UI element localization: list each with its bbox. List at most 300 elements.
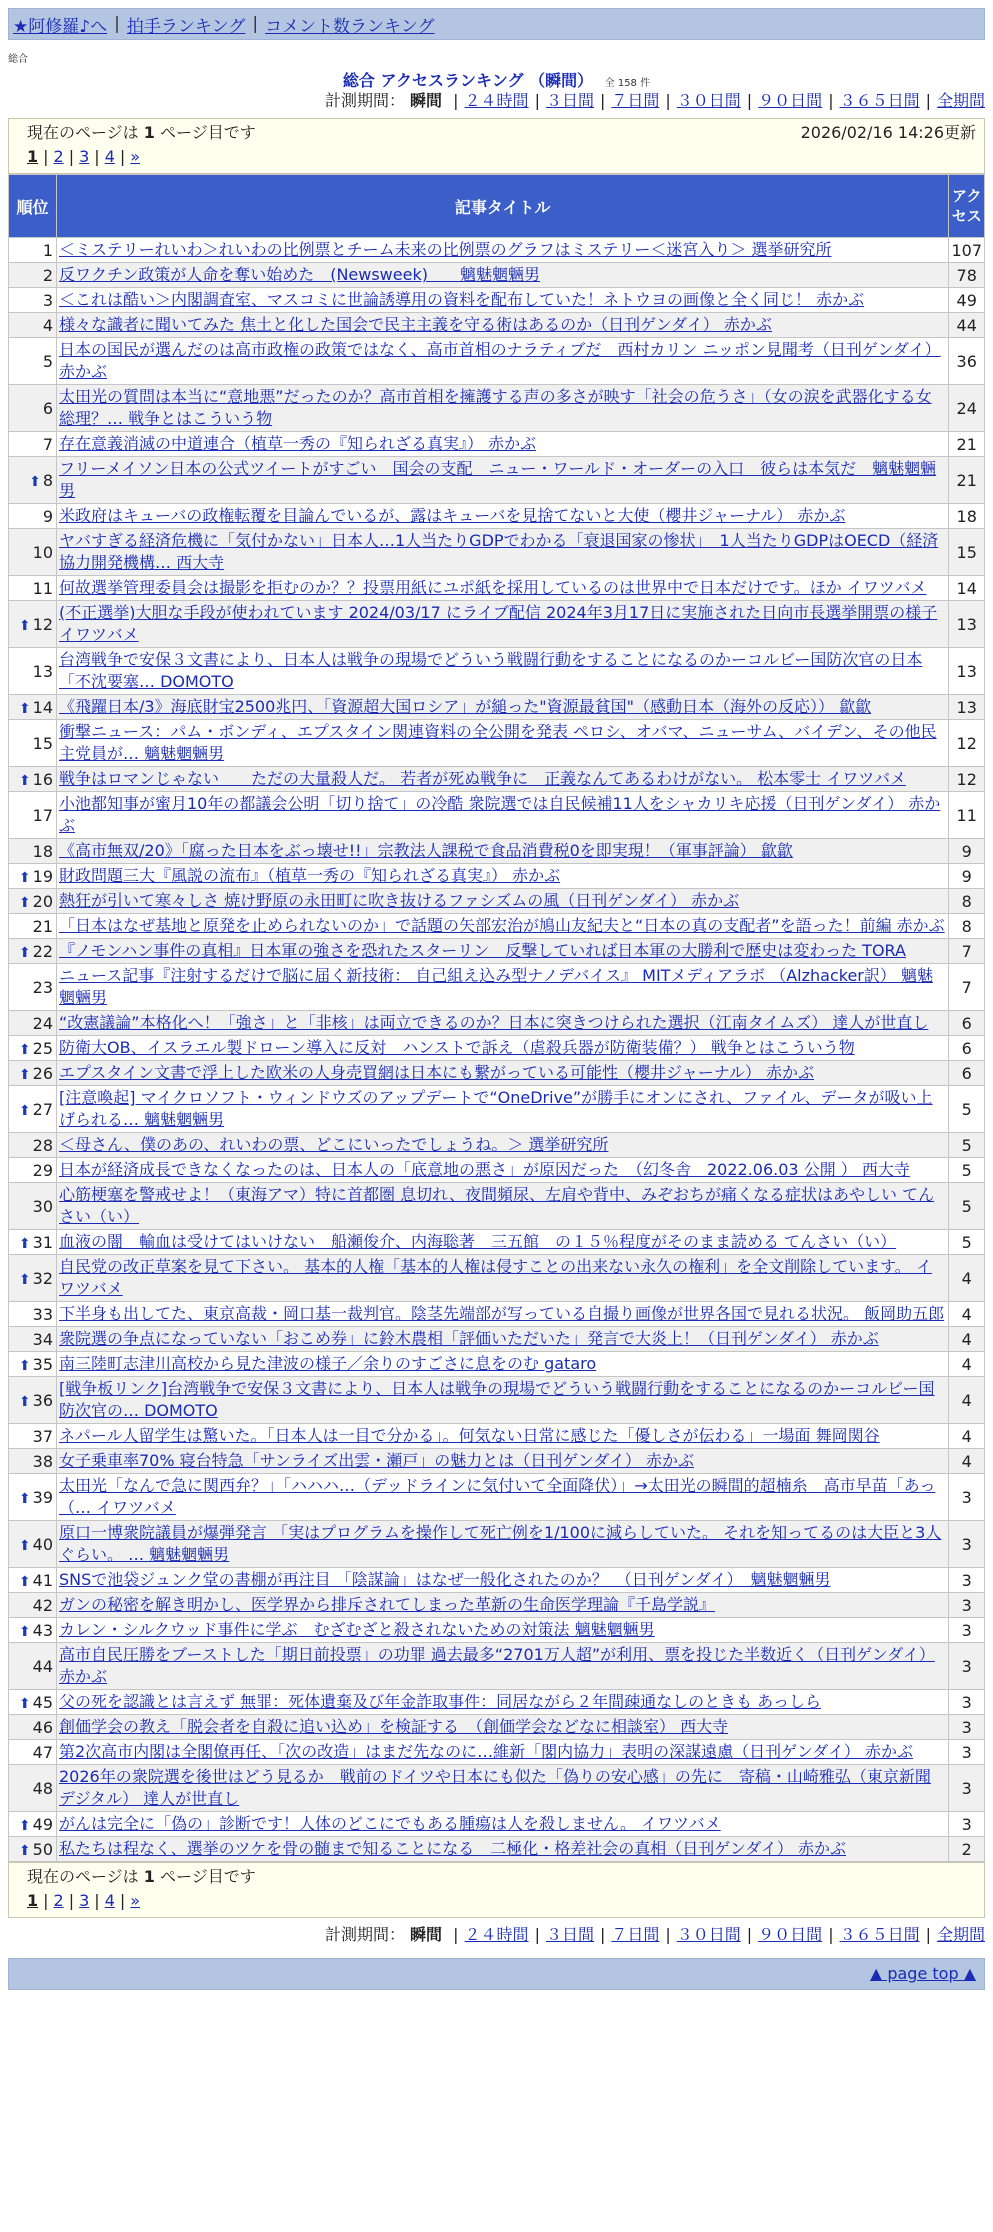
table-row	[9, 1593, 984, 1617]
period-label: 計測期間：	[324, 1925, 405, 1944]
access-count: 3	[949, 1740, 984, 1764]
up-arrow-icon: ⬆	[18, 1271, 31, 1288]
rank-cell	[9, 1352, 56, 1376]
article-title-link[interactable]: [注意喚起] マイクロソフト・ウィンドウズのアップデートで“OneDrive”が勝手にオンにされ、ファイル、データが吸い上げられる… 魑魅魍魎男	[59, 1088, 933, 1129]
rank-number: 14	[32, 697, 53, 717]
period-selector-bottom	[0, 1924, 985, 1946]
period-current: 瞬間	[410, 91, 443, 110]
access-count: 5	[949, 1230, 984, 1254]
table-row	[9, 1133, 984, 1157]
article-title-link[interactable]: 父の死を認識とは言えず 無罪：死体遺棄及び年金詐取事件：同居ながら２年間疎通なしのときも あっしら	[59, 1692, 822, 1711]
rank-number: 16	[32, 769, 53, 789]
rank-cell	[9, 1715, 56, 1739]
article-title-link[interactable]: 「日本はなぜ基地と原発を止められないのか」で話題の矢部宏治が鳩山友紀夫と“日本の真の支配者”を語った！前編 赤かぶ	[59, 916, 945, 935]
title-cell	[57, 889, 948, 913]
rank-cell	[9, 1255, 56, 1301]
table-row	[9, 1449, 984, 1473]
title-cell	[57, 457, 948, 503]
title-cell	[57, 1255, 948, 1301]
ranking-title: 総合 アクセスランキング （瞬間）	[342, 71, 594, 90]
access-count: 15	[949, 529, 984, 575]
access-count: 6	[949, 1036, 984, 1060]
article-title-link[interactable]: ＜これは酷い＞内閣調査室、マスコミに世論誘導用の資料を配布していた！ネトウヨの画像と全く同じ！ 赤かぶ	[59, 290, 865, 309]
access-count: 107	[949, 238, 984, 262]
access-count: 5	[949, 1183, 984, 1229]
up-arrow-icon: ⬆	[18, 1235, 31, 1252]
up-arrow-icon: ⬆	[18, 617, 31, 634]
table-row	[9, 263, 984, 287]
title-cell	[57, 313, 948, 337]
rank-cell	[9, 720, 56, 766]
table-row	[9, 1690, 984, 1714]
rank-number: 24	[32, 1013, 53, 1033]
current-page-text: 現在のページは 1 ページ目です	[27, 123, 256, 142]
table-row	[9, 1837, 984, 1861]
header-access: アク セス	[949, 175, 984, 237]
title-cell	[57, 1765, 948, 1811]
page-link[interactable]: 3	[79, 147, 90, 166]
table-row	[9, 964, 984, 1010]
table-row	[9, 1474, 984, 1520]
article-title-link[interactable]: ニュース記事『注射するだけで脳に届く新技術： 自己組え込み型ナノデバイス』 MITメディアラボ （Alzhacker訳） 魑魅魍魎男	[59, 966, 933, 1007]
period-option-link[interactable]: ３日間	[545, 1925, 594, 1944]
access-count: 13	[949, 601, 984, 647]
up-arrow-icon: ⬆	[18, 1817, 31, 1834]
article-title-link[interactable]: 南三陸町志津川高校から見た津波の様子／余りのすごさに息をのむ gataro	[59, 1354, 597, 1373]
clap-ranking-link[interactable]: 拍手ランキング	[126, 16, 246, 37]
article-title-link[interactable]: SNSで池袋ジュンク堂の書棚が再注目 「陰謀論」はなぜ一般化されたのか？ （日刊ゲンダイ） 魑魅魍魎男	[59, 1570, 831, 1589]
rank-number: 11	[32, 578, 53, 598]
period-option-link[interactable]: ２４時間	[464, 91, 529, 110]
period-option-link[interactable]: ７日間	[611, 1925, 660, 1944]
title-cell	[57, 1011, 948, 1035]
table-row	[9, 1377, 984, 1423]
comment-ranking-link[interactable]: コメント数ランキング	[265, 16, 435, 37]
period-selector-top	[0, 90, 985, 112]
access-count: 3	[949, 1593, 984, 1617]
period-option-link[interactable]: ３日間	[545, 91, 594, 110]
top-nav-bar	[8, 8, 985, 40]
table-row	[9, 1521, 984, 1567]
access-count: 3	[949, 1690, 984, 1714]
rank-cell	[9, 1302, 56, 1326]
access-count: 3	[949, 1521, 984, 1567]
rank-cell	[9, 792, 56, 838]
up-arrow-icon: ⬆	[29, 473, 41, 490]
table-row	[9, 695, 984, 719]
rank-number: 43	[32, 1620, 53, 1640]
table-row	[9, 1302, 984, 1326]
up-arrow-icon: ⬆	[18, 944, 31, 961]
title-cell	[57, 695, 948, 719]
rank-cell	[9, 1377, 56, 1423]
article-title-link[interactable]: フリーメイソン日本の公式ツイートがすごい 国会の支配 ニュー・ワールド・オーダーの入口 彼らは本気だ 魑魅魍魎男	[59, 459, 937, 500]
access-count: 5	[949, 1133, 984, 1157]
article-title-link[interactable]: エプスタイン文書で浮上した欧米の人身売買網は日本にも繋がっている可能性（櫻井ジャーナル） 赤かぶ	[59, 1063, 815, 1082]
period-option-link[interactable]: 全期間	[936, 1925, 985, 1944]
article-title-link[interactable]: [戦争板リンク]台湾戦争で安保３文書により、日本人は戦争の現場でどういう戦闘行動をすることになるのかーコルビー国防次官の… DOMOTO	[59, 1379, 935, 1420]
article-title-link[interactable]: 2026年の衆院選を後世はどう見るか 戦前のドイツや日本にも似た「偽りの安心感」の先に 寄稿・山崎雅弘（東京新聞デジタル） 達人が世直し	[59, 1767, 931, 1808]
title-cell	[57, 1568, 948, 1592]
rank-cell	[9, 385, 56, 431]
rank-cell	[9, 939, 56, 963]
title-cell	[57, 1158, 948, 1182]
rank-cell	[9, 964, 56, 1010]
period-option-link[interactable]: ７日間	[611, 91, 660, 110]
rank-cell	[9, 1474, 56, 1520]
title-cell	[57, 1327, 948, 1351]
title-cell	[57, 504, 948, 528]
article-title-link[interactable]: ＜母さん、僕のあの、れいわの票、どこにいったでしょうね。＞ 選挙研究所	[59, 1135, 609, 1154]
period-option-link[interactable]: ３０日間	[676, 1925, 741, 1944]
rank-cell	[9, 864, 56, 888]
rank-cell	[9, 767, 56, 791]
header-rank: 順位	[9, 175, 56, 237]
pagination-top	[8, 145, 985, 174]
article-title-link[interactable]: 小池都知事が蜜月10年の都議会公明「切り捨て」の冷酷 衆院選では自民候補11人をシャカリキ応援（日刊ゲンダイ） 赤かぶ	[59, 794, 941, 835]
access-count: 4	[949, 1255, 984, 1301]
rank-cell	[9, 1133, 56, 1157]
table-row	[9, 504, 984, 528]
table-row	[9, 1643, 984, 1689]
period-option-link[interactable]: ３６５日間	[839, 1925, 920, 1944]
article-title-link[interactable]: カレン・シルクウッド事件に学ぶ むざむざと殺されないための対策法 魑魅魍魎男	[59, 1620, 655, 1639]
article-title-link[interactable]: 『ノモンハン事件の真相』日本軍の強さを恐れたスターリン 反撃していれば日本軍の大勝利で歴史は変わった TORA	[59, 941, 906, 960]
table-row	[9, 288, 984, 312]
table-header-row	[9, 175, 984, 237]
rank-cell	[9, 1593, 56, 1617]
page-link[interactable]: 2	[53, 1891, 64, 1910]
article-title-link[interactable]: 血液の闇 輸血は受けてはいけない 船瀬俊介、内海聡著 三五館 の１５％程度がそのまま読める てんさい（い）	[59, 1232, 897, 1251]
access-count: 21	[949, 432, 984, 456]
rank-number: 42	[32, 1595, 53, 1615]
access-count: 3	[949, 1618, 984, 1642]
article-title-link[interactable]: ヤバすぎる経済危機に「気付かない」日本人…1人当たりGDPでわかる「衰退国家の惨状」 1人当たりGDPはOECD（経済協力開発機構… 西大寺	[59, 531, 939, 572]
access-count: 9	[949, 864, 984, 888]
rank-number: 37	[32, 1426, 53, 1446]
page-next-link[interactable]: »	[130, 1891, 141, 1910]
access-count: 11	[949, 792, 984, 838]
page-separator: |	[68, 1891, 75, 1910]
rank-number: 35	[32, 1354, 53, 1374]
article-title-link[interactable]: ネパール人留学生は驚いた。「日本人は一目で分かる」。何気ない日常に感じた「優しさが伝わる」一場面 舞岡関谷	[59, 1426, 880, 1445]
header-title: 記事タイトル	[57, 175, 948, 237]
table-row	[9, 792, 984, 838]
rank-number: 9	[42, 506, 53, 526]
rank-cell	[9, 529, 56, 575]
up-arrow-icon: ⬆	[18, 894, 31, 911]
title-cell	[57, 1352, 948, 1376]
article-title-link[interactable]: 日本が経済成長できなくなったのは、日本人の「底意地の悪さ」が原因だった （幻冬舎 2022.06.03 公開 ） 西大寺	[59, 1160, 910, 1179]
period-separator: |	[828, 91, 834, 110]
table-row	[9, 385, 984, 431]
article-title-link[interactable]: 女子乗車率70% 寝台特急「サンライズ出雲・瀬戸」の魅力とは（日刊ゲンダイ） 赤かぶ	[59, 1451, 695, 1470]
title-cell	[57, 864, 948, 888]
period-option-link[interactable]: ９０日間	[758, 1925, 823, 1944]
title-cell	[57, 1837, 948, 1861]
page-separator: |	[43, 147, 49, 166]
access-count: 3	[949, 1765, 984, 1811]
title-cell	[57, 839, 948, 863]
table-row	[9, 1568, 984, 1592]
ranking-panel	[8, 118, 985, 1918]
article-title-link[interactable]: 財政問題三大『風説の流布』（植草一秀の『知られざる真実』） 赤かぶ	[59, 866, 561, 885]
table-row	[9, 1618, 984, 1642]
rank-cell	[9, 1740, 56, 1764]
title-cell	[57, 1302, 948, 1326]
table-row	[9, 432, 984, 456]
title-cell	[57, 648, 948, 694]
article-title-link[interactable]: 熱狂が引いて寒々しさ 焼け野原の永田町に吹き抜けるファシズムの風（日刊ゲンダイ） 赤かぶ	[59, 891, 740, 910]
period-separator: |	[453, 1925, 459, 1944]
article-title-link[interactable]: 下半身も出してた、東京高裁・岡口基一裁判官。陰茎先端部が写っている自撮り画像が世界各国で見れる状況。 飯岡助五郎	[59, 1304, 945, 1323]
access-count: 18	[949, 504, 984, 528]
article-title-link[interactable]: がんは完全に「偽の」診断です！人体のどこにでもある腫瘍は人を殺しません。 イワツバメ	[59, 1814, 721, 1833]
page-next-link[interactable]: »	[130, 147, 141, 166]
title-cell	[57, 1061, 948, 1085]
access-count: 21	[949, 457, 984, 503]
up-arrow-icon: ⬆	[18, 1490, 31, 1507]
page-top-link[interactable]: ▲ page top ▲	[869, 1964, 976, 1983]
period-option-link[interactable]: ２４時間	[464, 1925, 529, 1944]
table-row	[9, 1011, 984, 1035]
table-row	[9, 1255, 984, 1301]
status-bar	[8, 118, 985, 145]
access-count: 4	[949, 1377, 984, 1423]
rank-number: 13	[32, 661, 53, 681]
access-count: 6	[949, 1061, 984, 1085]
period-separator: |	[453, 91, 459, 110]
title-cell	[57, 1690, 948, 1714]
period-separator: |	[534, 91, 540, 110]
period-separator: |	[925, 1925, 931, 1944]
rank-number: 32	[32, 1268, 53, 1288]
rank-number: 8	[42, 470, 53, 490]
pagination-bottom	[8, 1889, 985, 1918]
page-separator: |	[43, 1891, 49, 1910]
article-title-link[interactable]: 反ワクチン政策が人命を奪い始めた (Newsweek) 魑魅魍魎男	[59, 265, 540, 284]
period-separator: |	[599, 1925, 606, 1944]
rank-cell	[9, 504, 56, 528]
rank-cell	[9, 889, 56, 913]
article-title-link[interactable]: 第2次高市内閣は全閣僚再任、「次の改造」はまだ先なのに…維新「閣内協力」表明の深謀遠慮（日刊ゲンダイ） 赤かぶ	[59, 1742, 913, 1761]
table-row	[9, 720, 984, 766]
rank-number: 15	[32, 733, 53, 753]
rank-number: 46	[32, 1717, 53, 1737]
table-row	[9, 1158, 984, 1182]
period-options	[447, 91, 985, 110]
title-cell	[57, 1377, 948, 1423]
rank-cell	[9, 432, 56, 456]
rank-number: 19	[32, 866, 53, 886]
page-current: 1	[27, 147, 39, 166]
nav-separator: |	[252, 14, 259, 34]
article-title-link[interactable]: 原口一博衆院議員が爆弾発言 「実はプログラムを操作して死亡例を1/100に減らしていた。 それを知ってるのは大臣と3人ぐらい。 … 魑魅魍魎男	[59, 1523, 942, 1564]
rank-cell	[9, 1158, 56, 1182]
access-count: 13	[949, 695, 984, 719]
rank-number: 25	[32, 1038, 53, 1058]
period-option-link[interactable]: ３０日間	[676, 91, 741, 110]
article-title-link[interactable]: (不正選挙)大胆な手段が使われています 2024/03/17 にライブ配信 2024年3月17日に実施された日向市長選挙開票の様子 イワツバメ	[59, 603, 938, 644]
table-row	[9, 1086, 984, 1132]
ranking-table	[8, 174, 985, 1862]
access-count: 7	[949, 964, 984, 1010]
article-title-link[interactable]: 《高市無双/20》「腐った日本をぶっ壊せ!!」宗教法人課税で食品消費税0を即実現！（軍事評論） 歙歙	[59, 841, 793, 860]
rank-cell	[9, 1036, 56, 1060]
table-row	[9, 1765, 984, 1811]
table-row	[9, 939, 984, 963]
up-arrow-icon: ⬆	[18, 1623, 31, 1640]
article-title-link[interactable]: 台湾戦争で安保３文書により、日本人は戦争の現場でどういう戦闘行動をすることになるのかーコルビー国防次官の日本「不沈要塞… DOMOTO	[59, 650, 923, 691]
article-title-link[interactable]: 戦争はロマンじゃない ただの大量殺人だ。 若者が死ぬ戦争に 正義なんてあるわけがない。 松本零士 イワツバメ	[59, 769, 906, 788]
rank-number: 48	[32, 1778, 53, 1798]
table-row	[9, 338, 984, 384]
article-title-link[interactable]: 防衛大OB、イスラエル製ドローン導入に反対 ハンストで訴え（虐殺兵器が防衛装備？） 戦争とはこういう物	[59, 1038, 855, 1057]
period-separator: |	[665, 1925, 671, 1944]
title-cell	[57, 338, 948, 384]
rank-number: 21	[32, 916, 53, 936]
rank-cell	[9, 1327, 56, 1351]
article-title-link[interactable]: 《飛躍日本/3》海底財宝2500兆円、「資源超大国ロシア」が縋った"資源最貧国"（感動日本（海外の反応）） 歙歙	[59, 697, 872, 716]
rank-cell	[9, 576, 56, 600]
rank-number: 41	[32, 1570, 53, 1590]
table-row	[9, 457, 984, 503]
access-count: 3	[949, 1812, 984, 1836]
access-count: 2	[949, 1837, 984, 1861]
table-row	[9, 576, 984, 600]
article-title-link[interactable]: “改憲議論”本格化へ！「強さ」と「非核」は両立できるのか？日本に突きつけられた選択（江南タイムズ） 達人が世直し	[59, 1013, 929, 1032]
page-separator: |	[68, 147, 75, 166]
item-count: 全 158 件	[604, 78, 651, 89]
table-row	[9, 839, 984, 863]
rank-number: 34	[32, 1329, 53, 1349]
rank-cell	[9, 1061, 56, 1085]
access-count: 7	[949, 939, 984, 963]
page-title	[0, 68, 993, 90]
title-cell	[57, 601, 948, 647]
period-label: 計測期間：	[324, 91, 405, 110]
rank-cell	[9, 263, 56, 287]
rank-cell	[9, 1086, 56, 1132]
access-count: 6	[949, 1011, 984, 1035]
rank-number: 40	[32, 1534, 53, 1554]
page-current: 1	[27, 1891, 39, 1910]
title-cell	[57, 964, 948, 1010]
article-title-link[interactable]: 高市自民圧勝をブーストした「期日前投票」の功罪 過去最多“2701万人超”が利用、票を投じた半数近く（日刊ゲンダイ） 赤かぶ	[59, 1645, 935, 1686]
article-title-link[interactable]: 存在意義消滅の中道連合（植草一秀の『知られざる真実』） 赤かぶ	[59, 434, 537, 453]
article-title-link[interactable]: 日本の国民が選んだのは高市政権の政策ではなく、高市首相のナラティブだ 西村カリン ニッポン見聞考（日刊ゲンダイ） 赤かぶ	[59, 340, 941, 381]
table-row	[9, 767, 984, 791]
article-title-link[interactable]: 創価学会の教え「脱会者を自殺に追い込め」を検証する （創価学会などなに相談室） 西大寺	[59, 1717, 729, 1736]
rank-number: 2	[42, 265, 53, 285]
current-page-text: 現在のページは 1 ページ目です	[27, 1867, 256, 1886]
article-title-link[interactable]: ＜ミステリーれいわ＞れいわの比例票とチーム未来の比例票のグラフはミステリー＜迷宮入り＞ 選挙研究所	[59, 240, 832, 259]
rank-number: 6	[42, 398, 53, 418]
article-title-link[interactable]: 私たちは程なく、選挙のツケを骨の髄まで知ることになる 二極化・格差社会の真相（日刊ゲンダイ） 赤かぶ	[59, 1839, 847, 1858]
article-title-link[interactable]: 太田光「なんで急に関西弁？」「ハハハ…（デッドラインに気付いて全面降伏）」→太田光の瞬間的超楠糸 高市早苗「あっ（… イワツバメ	[59, 1476, 936, 1517]
table-row	[9, 1812, 984, 1836]
title-cell	[57, 1449, 948, 1473]
access-count: 4	[949, 1449, 984, 1473]
article-title-link[interactable]: 様々な識者に聞いてみた 焦土と化した国会で民主主義を守る術はあるのか（日刊ゲンダイ） 赤かぶ	[59, 315, 772, 334]
page-link[interactable]: 2	[53, 147, 64, 166]
access-count: 24	[949, 385, 984, 431]
rank-number: 27	[32, 1099, 53, 1119]
rank-cell	[9, 288, 56, 312]
page-link[interactable]: 4	[104, 147, 115, 166]
table-row	[9, 1352, 984, 1376]
rank-number: 31	[32, 1232, 53, 1252]
article-title-link[interactable]: 自民党の改正草案を見て下さい。 基本的人権「基本的人権は侵すことの出来ない永久の権利」を全文削除しています。 イワツバメ	[59, 1257, 932, 1298]
article-title-link[interactable]: ガンの秘密を解き明かし、医学界から排斥されてしまった革新の生命医学理論『千島学説』	[59, 1595, 716, 1614]
title-cell	[57, 1474, 948, 1520]
access-count: 5	[949, 1086, 984, 1132]
rank-cell	[9, 238, 56, 262]
table-row	[9, 601, 984, 647]
title-cell	[57, 1424, 948, 1448]
article-title-link[interactable]: 衆院選の争点になっていない「おこめ券」に鈴木農相「評価いただいた」発言で大炎上！（日刊ゲンダイ） 赤かぶ	[59, 1329, 879, 1348]
rank-cell	[9, 1618, 56, 1642]
rank-cell	[9, 338, 56, 384]
rank-cell	[9, 839, 56, 863]
rank-number: 5	[42, 351, 53, 371]
rank-number: 50	[32, 1839, 53, 1859]
rank-cell	[9, 1837, 56, 1861]
table-row	[9, 1036, 984, 1060]
rank-number: 12	[32, 614, 53, 634]
nav-separator: |	[114, 14, 120, 34]
page-link[interactable]: 3	[79, 1891, 90, 1910]
home-link[interactable]: ★阿修羅♪へ	[13, 16, 108, 37]
up-arrow-icon: ⬆	[18, 1041, 31, 1058]
page-separator: |	[94, 1891, 100, 1910]
title-cell	[57, 1740, 948, 1764]
page-separator: |	[119, 147, 126, 166]
title-cell	[57, 720, 948, 766]
period-separator: |	[828, 1925, 834, 1944]
title-cell	[57, 939, 948, 963]
article-title-link[interactable]: 衝撃ニュース：パム・ボンディ、エプスタイン関連資料の全公開を発表 ペロシ、オバマ、ニューサム、バイデン、その他民主党員が… 魑魅魍魎男	[59, 722, 937, 763]
up-arrow-icon: ⬆	[18, 1357, 31, 1374]
article-title-link[interactable]: 太田光の質問は本当に“意地悪”だったのか？高市首相を擁護する声の多さが映す「社会の危うさ」（女の涙を武器化する女総理？… 戦争とはこういう物	[59, 387, 932, 428]
up-arrow-icon: ⬆	[18, 1537, 31, 1554]
rank-number: 26	[32, 1063, 53, 1083]
rank-cell	[9, 1765, 56, 1811]
rank-number: 38	[32, 1451, 53, 1471]
title-cell	[57, 1521, 948, 1567]
article-title-link[interactable]: 心筋梗塞を警戒せよ！（東海アマ）特に首都圏 息切れ、夜間頻尿、左肩や背中、みぞおちが痛くなる症状はあやしい てんさい（い）	[59, 1185, 935, 1226]
title-cell	[57, 238, 948, 262]
article-title-link[interactable]: 何故選挙管理委員会は撮影を拒むのか？？投票用紙にユポ紙を採用しているのは世界中で日本だけです。ほか イワツバメ	[59, 578, 927, 597]
period-separator: |	[534, 1925, 540, 1944]
title-cell	[57, 1643, 948, 1689]
rank-number: 49	[32, 1814, 53, 1834]
period-option-link[interactable]: ３６５日間	[839, 91, 920, 110]
article-title-link[interactable]: 米政府はキューバの政権転覆を目論んでいるが、露はキューバを見捨てないと大使（櫻井ジャーナル） 赤かぶ	[59, 506, 846, 525]
rank-cell	[9, 313, 56, 337]
period-option-link[interactable]: ９０日間	[758, 91, 823, 110]
up-arrow-icon: ⬆	[18, 772, 31, 789]
page-link[interactable]: 4	[104, 1891, 115, 1910]
title-cell	[57, 432, 948, 456]
updated-timestamp: 2026/02/16 14:26更新	[800, 123, 976, 142]
rank-cell	[9, 648, 56, 694]
table-row	[9, 313, 984, 337]
access-count: 5	[949, 1158, 984, 1182]
rank-cell	[9, 695, 56, 719]
period-option-link[interactable]: 全期間	[936, 91, 985, 110]
rank-cell	[9, 1812, 56, 1836]
